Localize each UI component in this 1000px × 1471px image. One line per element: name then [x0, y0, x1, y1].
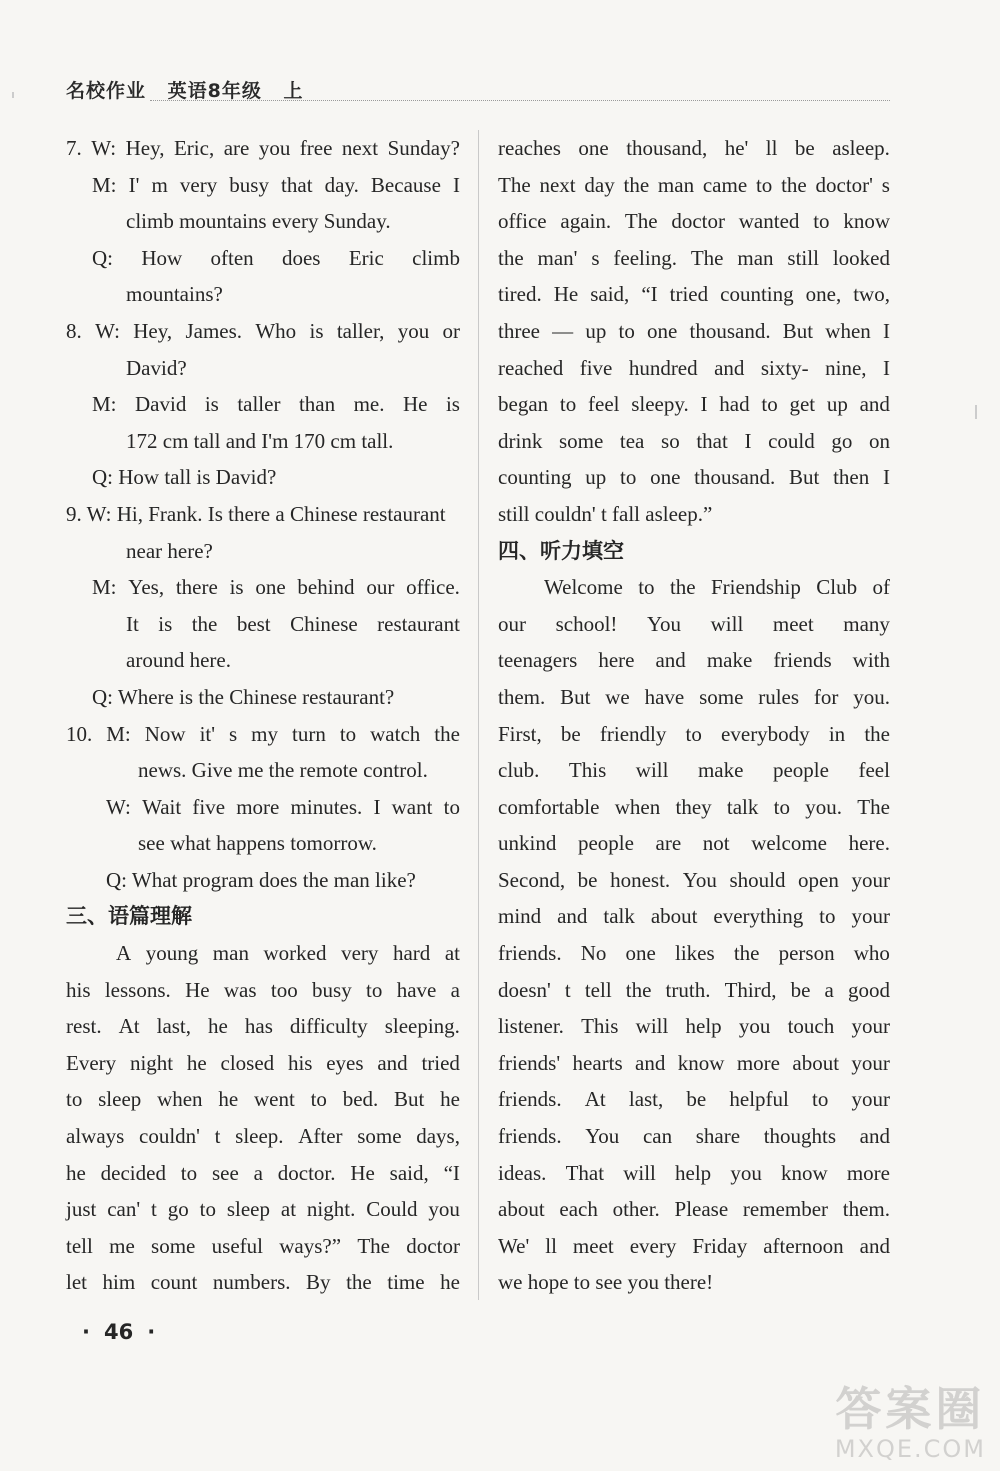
text-line: Q: How often does Eric climb	[92, 245, 460, 270]
text-line: near here?	[126, 538, 213, 563]
scan-mark	[12, 92, 14, 98]
text-line: club. This will make people feel	[498, 758, 890, 783]
header-volume: 上	[283, 80, 304, 102]
text-line: drink some tea so that I could go on	[498, 428, 890, 453]
text-line: his lessons. He was too busy to have a	[66, 977, 460, 1002]
text-line: The next day the man came to the doctor' s	[498, 172, 890, 197]
text-line: friends' hearts and know more about your	[498, 1050, 890, 1075]
text-line: around here.	[126, 648, 231, 673]
text-line: doesn' t tell the truth. Third, be a good	[498, 977, 890, 1002]
text-line: A young man worked very hard at	[116, 941, 460, 966]
text-line: We' ll meet every Friday afternoon and	[498, 1233, 890, 1258]
watermark-url: MXQE.COM	[834, 1435, 986, 1463]
text-line: news. Give me the remote control.	[138, 758, 428, 783]
text-line: mountains?	[126, 282, 223, 307]
header-title: 名校作业	[66, 80, 147, 102]
running-header	[66, 76, 318, 103]
text-line: counting up to one thousand. But then I	[498, 465, 890, 490]
text-line: unkind people are not welcome here.	[498, 831, 890, 856]
text-line: W: Wait five more minutes. I want to	[106, 794, 460, 819]
text-line: ideas. That will help you know more	[498, 1160, 890, 1185]
text-line: always couldn' t sleep. After some days,	[66, 1124, 460, 1149]
section-heading: 四、听力填空	[498, 538, 624, 563]
watermark	[835, 1373, 986, 1463]
text-line: we hope to see you there!	[498, 1270, 714, 1295]
text-line: Q: Where is the Chinese restaurant?	[92, 684, 395, 709]
text-line: to sleep when he went to bed. But he	[66, 1087, 460, 1112]
text-line: office again. The doctor wanted to know	[498, 209, 890, 234]
page-number: · 46 ·	[82, 1320, 156, 1344]
text-line: still couldn' t fall asleep.”	[498, 501, 713, 526]
text-line: let him count numbers. By the time he	[66, 1270, 460, 1295]
text-line: Q: What program does the man like?	[106, 867, 416, 892]
text-line: friends. At last, be helpful to your	[498, 1087, 890, 1112]
section-heading: 三、语篇理解	[66, 904, 192, 929]
text-line: 8. W: Hey, James. Who is taller, you or	[66, 318, 460, 343]
page-number-value: 46	[103, 1320, 134, 1344]
text-line: tired. He said, “I tried counting one, two,	[498, 282, 890, 307]
text-line: reached five hundred and sixty- nine, I	[498, 355, 890, 380]
text-line: Second, be honest. You should open your	[498, 867, 890, 892]
left-column	[66, 130, 460, 1301]
text-line: he decided to see a doctor. He said, “I	[66, 1160, 460, 1185]
text-line: our school! You will meet many	[498, 611, 890, 636]
text-line: First, be friendly to everybody in the	[498, 721, 890, 746]
text-line: Q: How tall is David?	[92, 465, 277, 490]
header-rule	[150, 100, 890, 101]
text-line: see what happens tomorrow.	[138, 831, 377, 856]
scan-mark	[975, 405, 977, 419]
text-line: three — up to one thousand. But when I	[498, 318, 890, 343]
text-line: just can' t go to sleep at night. Could you	[66, 1197, 460, 1222]
text-line: 9. W: Hi, Frank. Is there a Chinese restaurant	[66, 501, 446, 526]
text-line: friends. You can share thoughts and	[498, 1124, 890, 1149]
text-line: reaches one thousand, he' ll be asleep.	[498, 136, 890, 160]
text-line: teenagers here and make friends with	[498, 648, 890, 673]
text-line: M: Yes, there is one behind our office.	[92, 575, 460, 600]
text-line: 172 cm tall and I'm 170 cm tall.	[126, 428, 394, 453]
text-line: It is the best Chinese restaurant	[126, 611, 460, 636]
text-line: M: David is taller than me. He is	[92, 392, 460, 417]
text-line: 7. W: Hey, Eric, are you free next Sunday?	[66, 136, 460, 160]
text-line: climb mountains every Sunday.	[126, 209, 391, 234]
text-line: about each other. Please remember them.	[498, 1197, 890, 1222]
text-line: friends. No one likes the person who	[498, 941, 890, 966]
header-subject: 英语8年级	[167, 80, 262, 102]
text-line: tell me some useful ways?” The doctor	[66, 1233, 460, 1258]
watermark-logo: 答案圈	[835, 1382, 986, 1436]
text-line: them. But we have some rules for you.	[498, 684, 890, 709]
text-line: the man' s feeling. The man still looked	[498, 245, 890, 270]
text-line: listener. This will help you touch your	[498, 1014, 890, 1039]
text-line: Every night he closed his eyes and tried	[66, 1050, 460, 1075]
text-line: rest. At last, he has difficulty sleeping.	[66, 1014, 460, 1039]
right-column	[498, 130, 890, 1301]
column-divider	[478, 130, 479, 1300]
text-line: Welcome to the Friendship Club of	[544, 575, 890, 600]
text-line: began to feel sleepy. I had to get up and	[498, 392, 890, 417]
text-line: M: I' m very busy that day. Because I	[92, 172, 460, 197]
text-line: 10. M: Now it' s my turn to watch the	[66, 721, 460, 746]
text-line: mind and talk about everything to your	[498, 904, 890, 929]
text-line: comfortable when they talk to you. The	[498, 794, 890, 819]
text-line: David?	[126, 355, 187, 380]
